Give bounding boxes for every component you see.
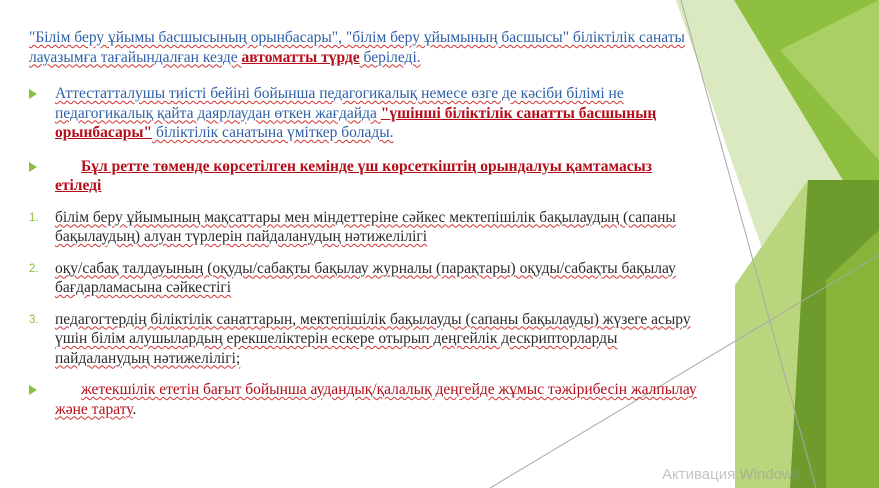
- numbered-item-2: [29, 259, 701, 298]
- bullet-item-2: [29, 157, 701, 196]
- slide-content: [29, 28, 701, 419]
- triangle-bullet-icon: [29, 162, 37, 172]
- intro-text: "Білім беру ұйымы басшысының орынбасары", "білім беру ұйымының басшысы" біліктілік санаты лауазымға тағайындалған кезде: [29, 29, 685, 66]
- bullet-item-1: [29, 84, 701, 143]
- intro-text-end: беріледі.: [359, 48, 421, 66]
- numbered-item-1: [29, 208, 701, 247]
- bullet-item-3: [29, 380, 701, 419]
- bullet-3-end: .: [132, 400, 137, 418]
- numbered-item-3-text: педагогтердің біліктілік санаттарын, мектепішілік бақылауды (сапаны бақылауды) жүзеге асыру үшін білім алушылардың ерекшеліктерін ескере отырып деңгейлік дескрипторларды пайдаланудың нәтижелілігі;: [55, 310, 691, 367]
- numbered-item-1-text: білім беру ұйымының мақсаттары мен міндеттеріне сәйкес мектепішілік бақылаудың (сапаны бақылаудың) алуан түрлерін пайдаланудың нәтижелілігі: [55, 208, 676, 245]
- list-number: 2.: [29, 262, 39, 275]
- intro-highlight: автоматты түрде: [241, 48, 360, 66]
- bullet-1-text: Аттестатталушы тиісті бейіні бойынша педагогикалық немесе өзге де кәсіби білімі не педагогикалық қайта даярлаудан өткен жағдайда: [55, 85, 624, 122]
- triangle-bullet-icon: [29, 89, 37, 99]
- numbered-item-2-text: оқу/сабақ талдауының (оқуды/сабақты бақылау журналы (парақтары) оқуды/сабақты бақылау бағдарламасына сәйкестігі: [55, 259, 676, 296]
- list-number: 1.: [29, 211, 39, 224]
- bullet-3-text: жетекшілік ететін бағыт бойынша аудандық/қалалық деңгейде жұмыс тәжірибесін жалпылау және тарату: [55, 381, 697, 418]
- list-number: 3.: [29, 313, 39, 326]
- bullet-1-highlight: "үшінші біліктілік санатты басшының орынбасары": [55, 104, 657, 141]
- bullet-1-text-end: біліктілік санатына үміткер болады.: [152, 124, 394, 141]
- windows-activation-watermark: Активация Windows: [662, 466, 801, 483]
- intro-paragraph: [29, 28, 701, 67]
- triangle-bullet-icon: [29, 385, 37, 395]
- bullet-2-text: Бұл ретте төменде көрсетілген кемінде үш көрсеткіштің орындалуы қамтамасыз етіледі: [55, 157, 652, 194]
- numbered-item-3: [29, 310, 701, 369]
